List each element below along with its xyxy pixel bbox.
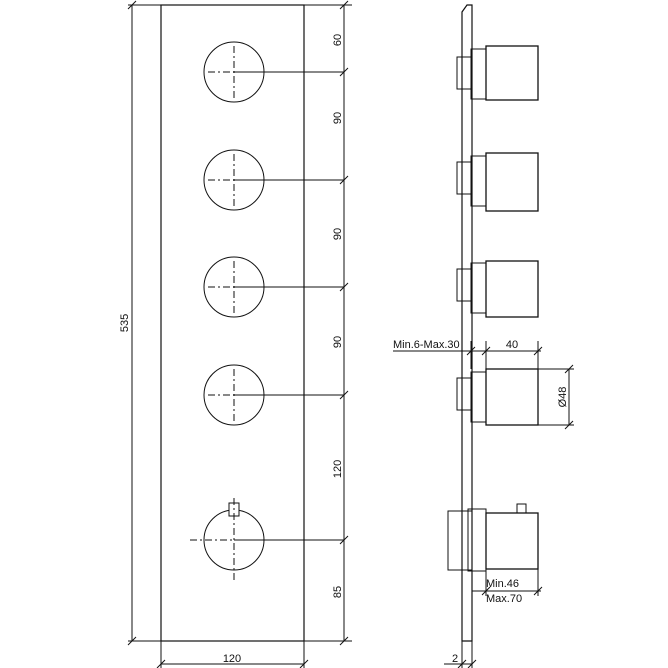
front-knob-2 bbox=[204, 150, 344, 210]
spacing-label-6: 85 bbox=[332, 585, 344, 599]
front-plate bbox=[161, 5, 304, 641]
spacing-label-1: 60 bbox=[332, 33, 344, 47]
side-knob-2 bbox=[457, 153, 538, 211]
height-label: 535 bbox=[119, 313, 131, 333]
front-knob-3 bbox=[204, 257, 344, 317]
adjust-label: Min.6-Max.30 bbox=[393, 339, 460, 351]
height-dimension bbox=[128, 1, 161, 645]
side-knob-1 bbox=[457, 46, 538, 100]
spacing-label-3: 90 bbox=[332, 227, 344, 241]
spacing-dimension-chain bbox=[304, 1, 352, 645]
front-knob-4 bbox=[204, 365, 344, 425]
width-label: 120 bbox=[222, 653, 242, 665]
max-depth-label: Max.70 bbox=[486, 593, 523, 605]
spacing-label-2: 90 bbox=[332, 111, 344, 125]
side-plate bbox=[462, 5, 472, 641]
side-knob-4 bbox=[457, 369, 538, 425]
thickness-dimension bbox=[444, 641, 476, 668]
min-depth-label: Min.46 bbox=[486, 578, 520, 590]
spacing-label-4: 90 bbox=[332, 335, 344, 349]
side-knob-3 bbox=[457, 261, 538, 317]
diameter-label: Ø48 bbox=[557, 386, 569, 408]
thickness-label: 2 bbox=[451, 653, 459, 665]
front-knob-1 bbox=[204, 42, 344, 102]
spacing-label-5: 120 bbox=[332, 459, 344, 479]
depth-label: 40 bbox=[505, 339, 519, 351]
front-knob-thermostatic bbox=[190, 498, 344, 582]
